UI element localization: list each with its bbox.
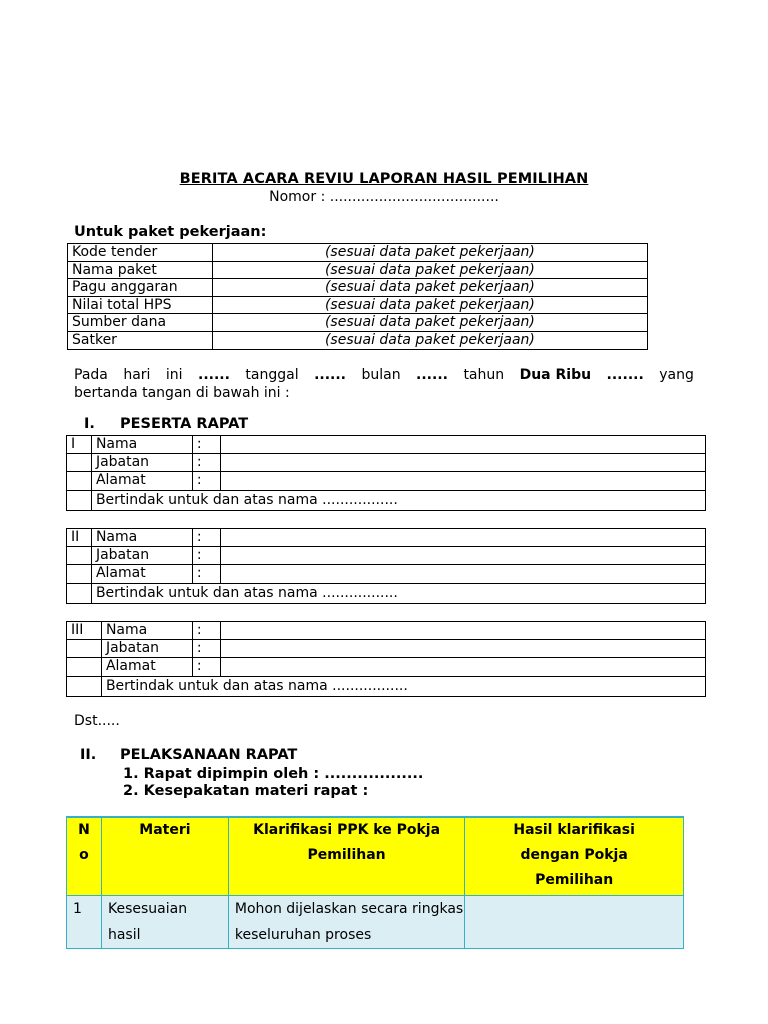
bertindak-text: Bertindak untuk dan atas nama ................. [91, 490, 705, 510]
empty-cell [67, 454, 92, 472]
empty-cell [67, 490, 92, 510]
colon: : [192, 436, 220, 454]
alamat-field [220, 565, 705, 583]
empty-cell [67, 658, 102, 676]
row-hasil [465, 896, 684, 949]
paket-value: (sesuai data paket pekerjaan) [212, 314, 647, 332]
para-blank: ...... [416, 367, 448, 383]
para-word: ini [165, 367, 183, 383]
paket-value: (sesuai data paket pekerjaan) [212, 261, 647, 279]
peserta-table-3 [66, 621, 706, 697]
paket-row [68, 314, 648, 332]
paket-row [68, 331, 648, 349]
paragraph-line-2: bertanda tangan di bawah ini : [74, 385, 290, 401]
colon: : [192, 529, 220, 547]
document-title: BERITA ACARA REVIU LAPORAN HASIL PEMILIHAN [179, 171, 589, 187]
nama-field [220, 436, 705, 454]
paket-value: (sesuai data paket pekerjaan) [212, 331, 647, 349]
jabatan-field [220, 454, 705, 472]
jabatan-label: Jabatan [101, 640, 192, 658]
colon: : [192, 658, 220, 676]
para-word: bulan [361, 367, 401, 383]
alamat-label: Alamat [91, 472, 192, 490]
paragraph-line-1 [74, 366, 694, 384]
section-1-number: I. [84, 416, 95, 432]
empty-cell [67, 583, 92, 603]
paket-row [68, 261, 648, 279]
materi-row [67, 896, 684, 949]
section-2-number: II. [80, 747, 97, 763]
paket-row [68, 296, 648, 314]
row-klarifikasi: Mohon dijelaskan secara ringkas keseluruhan proses [228, 896, 464, 949]
row-materi: Kesesuaian hasil [101, 896, 228, 949]
nama-label: Nama [91, 529, 192, 547]
paket-value: (sesuai data paket pekerjaan) [212, 279, 647, 297]
para-word: hari [123, 367, 151, 383]
paket-value: (sesuai data paket pekerjaan) [212, 244, 647, 262]
para-blank: ...... [314, 367, 346, 383]
para-word: Pada [74, 367, 108, 383]
paket-label: Nilai total HPS [68, 296, 213, 314]
bertindak-text: Bertindak untuk dan atas nama ................. [101, 676, 705, 696]
jabatan-label: Jabatan [91, 547, 192, 565]
nama-field [220, 529, 705, 547]
colon: : [192, 565, 220, 583]
colon: : [192, 454, 220, 472]
peserta-table-1 [66, 435, 706, 511]
paket-heading: Untuk paket pekerjaan: [74, 224, 267, 240]
materi-header-row [67, 817, 684, 896]
paket-label: Sumber dana [68, 314, 213, 332]
header-klarifikasi: Klarifikasi PPK ke Pokja Pemilihan [228, 817, 464, 896]
colon: : [192, 472, 220, 490]
colon: : [192, 640, 220, 658]
row-no: 1 [67, 896, 102, 949]
alamat-field [220, 658, 705, 676]
section-2-item-2: 2. Kesepakatan materi rapat : [123, 783, 369, 799]
peserta-number: II [67, 529, 92, 547]
paket-label: Satker [68, 331, 213, 349]
paket-label: Kode tender [68, 244, 213, 262]
jabatan-field [220, 547, 705, 565]
section-1-title: PESERTA RAPAT [120, 416, 249, 432]
materi-table [66, 816, 684, 949]
para-blank: ...... [198, 367, 230, 383]
empty-cell [67, 676, 102, 696]
empty-cell [67, 547, 92, 565]
paket-table [67, 243, 648, 350]
para-word: tanggal [245, 367, 299, 383]
paket-row [68, 244, 648, 262]
paket-label: Nama paket [68, 261, 213, 279]
nama-field [220, 622, 705, 640]
empty-cell [67, 472, 92, 490]
section-2-item-1: 1. Rapat dipimpin oleh : .................. [123, 766, 424, 782]
para-word-bold: Dua Ribu [519, 367, 592, 383]
paket-label: Pagu anggaran [68, 279, 213, 297]
jabatan-label: Jabatan [91, 454, 192, 472]
nama-label: Nama [101, 622, 192, 640]
para-word: tahun [463, 367, 505, 383]
peserta-number: I [67, 436, 92, 454]
section-2-title: PELAKSANAAN RAPAT [120, 747, 298, 763]
nama-label: Nama [91, 436, 192, 454]
para-word: yang [659, 367, 694, 383]
colon: : [192, 622, 220, 640]
peserta-table-2 [66, 528, 706, 604]
bertindak-text: Bertindak untuk dan atas nama ................. [91, 583, 705, 603]
dst-text: Dst..... [74, 713, 120, 729]
header-hasil: Hasil klarifikasi dengan Pokja Pemilihan [465, 817, 684, 896]
document-number: Nomor : ...................................... [269, 189, 499, 205]
peserta-number: III [67, 622, 102, 640]
header-materi: Materi [101, 817, 228, 896]
para-blank: ....... [606, 367, 644, 383]
paket-value: (sesuai data paket pekerjaan) [212, 296, 647, 314]
alamat-label: Alamat [91, 565, 192, 583]
empty-cell [67, 565, 92, 583]
header-no: N o [67, 817, 102, 896]
paket-row [68, 279, 648, 297]
colon: : [192, 547, 220, 565]
alamat-field [220, 472, 705, 490]
opening-paragraph [74, 366, 694, 402]
jabatan-field [220, 640, 705, 658]
alamat-label: Alamat [101, 658, 192, 676]
empty-cell [67, 640, 102, 658]
